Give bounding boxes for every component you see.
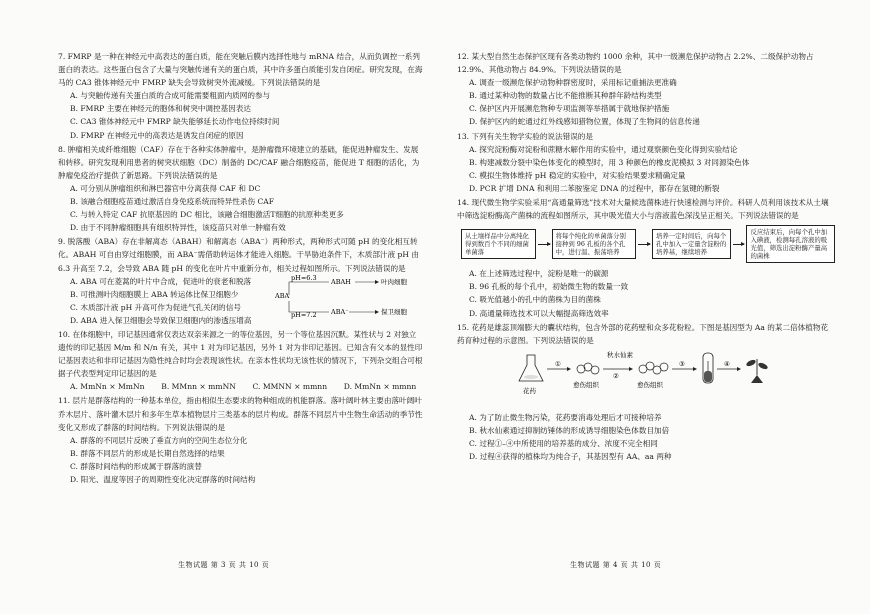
option-a: A. ABA 可在菱蒿的叶片中合成，促进叶的衰老和脱落: [70, 276, 252, 286]
option-d: D. MmNn × mmnn: [343, 382, 417, 392]
question-7: [58, 50, 423, 142]
aba-distribution-figure: [273, 271, 423, 323]
aba-label: ABA: [275, 291, 290, 300]
guard-cell-label: 保卫细胞: [381, 307, 407, 316]
anther-label: 花药: [523, 386, 536, 395]
colchicine-label: 秋水仙素: [607, 350, 633, 359]
question-stem: 15. 花药是雄蕊顶端膨大的囊状结构，包含外部的花药壁和众多花粉粒。下图是基因型为 Aa 的某二倍体植物花药育种过程的示意图。下列说法错误的是: [457, 322, 829, 345]
step-4-label: ④: [724, 359, 730, 368]
option-d: D. ABA 进入保卫细胞会导致保卫细胞内的渗透压增高: [70, 315, 252, 325]
option-d: D. PCR 扩增 DNA 和利用二苯胺鉴定 DNA 的过程中，都存在氢键的断裂: [469, 183, 720, 193]
flow-step-4: 反应结束后，向每个孔中加入碘液，检测每孔溶液的吸光值，筛选出淀粉酶产量高的菌株: [746, 225, 835, 263]
flow-step-3: 培养一定时间后，向每个孔中加入一定量含淀粉的培养基，继续培养: [652, 229, 731, 259]
left-column: [58, 50, 423, 487]
page-footer: 生物试题 第 4 页 共 10 页: [570, 561, 662, 569]
option-b: B. 通过某种动物的数量占比不能推断其种群年龄结构类型: [469, 91, 662, 101]
option-a: A. MmNn × MmNn: [70, 382, 145, 392]
question-stem: 11. 层片是群落结构的一种基本单位，指由相似生态要求的物种组成的机能群落。落叶阔叶林主要由落叶阔叶乔木层片、落叶灌木层片和多年生草本植物层片三类基本的层片构成。群落不同层片中生物生命活动的季节性变化又形成了群落的时间结构。下列说法错误的是: [58, 396, 423, 432]
right-column: [457, 50, 835, 464]
option-c: C. 吸光值越小的孔中的菌株为目的菌株: [469, 295, 601, 305]
flow-step-1: 从土壤样品中分离纯化得到数百个不同的细菌单菌落: [461, 229, 536, 259]
question-stem: 10. 在体细胞中，印记基因通常仅表达双亲来源之一的等位基因，另一个等位基因沉默。某性状与 2 对独立遗传的印记基因 M/m 和 N/n 有关，其中 1 对为印记基因，另外 1 对为非印记基因。已知含有父本的显性印记基因表达和非印记基因为隐性纯合时均会表现该性状。在亲本性状均无该性状的情况下，下列杂交组合可根据子代表型判定印记基因的是: [58, 329, 423, 379]
option-d: D. 过程④获得的植株均为纯合子，其基因型有 AA、aa 两种: [469, 452, 672, 462]
option-c: C. 保护区内开展濒危物种专项监测等举措属于就地保护措施: [469, 104, 670, 114]
question-stem: 9. 脱落酸（ABA）存在非解离态（ABAH）和解离态（ABA⁻）两种形式，两种形式可随 pH 的变化相互转化。ABAH 可自由穿过细胞膜，而 ABA⁻需借助转运体才能进入细胞。干旱胁迫条件下，木质部汁液 pH 由 6.3 升高至 7.2，会导致 ABA 随 pH 的变化在叶片中重新分布，相关过程如图所示。下列说法错误的是: [58, 237, 420, 273]
option-a: A. 为了防止微生物污染，花药要消毒处理后才可接种培养: [469, 412, 662, 422]
option-a: A. 在上述筛选过程中，淀粉是唯一的碳源: [469, 269, 609, 279]
question-stem: 13. 下列有关生物学实验的说法错误的是: [457, 131, 593, 141]
callus-icon: [577, 363, 599, 374]
option-c: C. MMNN × mmnn: [252, 382, 328, 392]
option-c: C. 过程①–④中所使用的培养基的成分、浓度不完全相同: [469, 438, 658, 448]
option-a: A. 探究淀粉酶对淀粉和蔗糖水解作用的实验中，通过观察颜色变化得到实验结论: [469, 144, 738, 154]
step-3-label: ③: [679, 359, 685, 368]
question-15: [457, 321, 835, 464]
page-right: [435, 0, 870, 614]
arrow-right-icon: [733, 244, 745, 245]
option-c: C. CA3 锥体神经元中 FMRP 缺失能够延长动作电位持续时间: [70, 117, 280, 127]
question-stem: 8. 肿瘤相关成纤维细胞（CAF）存在于各种实体肿瘤中，是肿瘤微环境建立的基础，能促进肿瘤发生、发展和转移。研究发现利用患者的树突状细胞（DC）制备的 DC/CAF 融合细胞疫苗，能促进 T 细胞的活化，为肿瘤免疫治疗提供了新思路。下列说法错误的是: [58, 144, 420, 180]
callus-label-2: 愈伤组织: [637, 380, 663, 389]
arrow-right-icon: [638, 244, 650, 245]
mesophyll-cell-label: 叶肉细胞: [381, 277, 407, 286]
option-a: A. 群落的不同层片反映了垂直方向的空间生态位分化: [70, 435, 248, 445]
option-c: C. 木质部汁液 pH 升高可作为促进气孔关闭的信号: [70, 302, 241, 312]
option-b: B. 可推测叶肉细胞膜上 ABA 转运体比保卫细胞少: [70, 289, 239, 299]
aba-ion-label: ABA⁻: [331, 307, 349, 316]
option-c: C. 与转入特定 CAF 抗原基因的 DC 相比，该融合细胞激活T细胞的抗原种类更多: [70, 210, 344, 220]
option-b: B. FMRP 主要在神经元的胞体和树突中调控基因表达: [70, 104, 251, 114]
test-tube-icon: [703, 353, 713, 383]
callus-label-1: 愈伤组织: [573, 380, 599, 389]
question-stem: 7. FMRP 是一种在神经元中高表达的蛋白质，能在突触后膜内选择性地与 mRNA 结合，从而负调控一系列蛋白的表达。这些蛋白包含了大量与突触传递有关的蛋白质，其中许多蛋白质能引发自闭症。研究发现，在海马的 CA3 锥体神经元中 FMRP 缺失会导致树突外流减缓。下列说法错误的是: [58, 52, 423, 88]
flow-step-2: 将每个纯化的单菌落分别接种到 96 孔板的各个孔中，进行温、振荡培养: [552, 229, 637, 259]
question-13: [457, 130, 835, 195]
option-b: B. 该融合细胞疫苗通过激活自身免疫系统而特异性杀伤 CAF: [70, 197, 275, 207]
option-b: B. 秋水仙素通过抑制纺锤体的形成诱导细胞染色体数目加倍: [469, 425, 670, 435]
question-10: [58, 328, 423, 393]
page-footer: 生物试题 第 3 页 共 10 页: [178, 561, 270, 569]
option-c: C. 群落时间结构的形成属于群落的演替: [70, 461, 202, 471]
question-stem: 12. 某大型自然生态保护区现有各类动物约 1000 余种，其中一级濒危保护动物占 2.2%、二级保护动物占 12.9%、其他动物占 84.9%。下列说法错误的是: [457, 52, 814, 75]
option-d: D. 阳光、温度等因子的周期性变化决定群落的时间结构: [70, 475, 256, 484]
option-c: C. 模拟生物体维持 pH 稳定的实验中，对实验结果要求精确定量: [469, 170, 686, 180]
option-a: A. 与突触传递有关蛋白质的合成可能需要粗面内质网的参与: [70, 91, 271, 101]
arrow-right-icon: [538, 244, 550, 245]
flask-icon: [519, 355, 543, 381]
option-a: A. 调查一级濒危保护动物种群密度时，采用标记重捕法更准确: [469, 78, 677, 88]
question-12: [457, 50, 835, 129]
abah-label: ABAH: [331, 277, 351, 286]
option-d: D. 保护区内的蛇通过红外线感知猎物位置，体现了生物间的信息传递: [469, 117, 700, 127]
question-8: [58, 143, 423, 235]
ph-6-3-label: pH=6.3: [291, 273, 317, 282]
option-b: B. MMnn × mmNN: [161, 382, 236, 392]
question-9: [58, 235, 423, 327]
callus-icon: [639, 362, 668, 374]
option-b: B. 96 孔板的每个孔中，初始微生物的数量一致: [469, 282, 629, 292]
question-stem: 14. 现代微生物学实验采用“高通量筛选”技术对大量候选菌株进行快速检测与评价。科研人员利用该技术从土壤中筛选淀粉酶高产菌株的流程如图所示，其中吸光值大小与溶液蓝色深浅呈正相关。下列说法错误的是: [457, 198, 829, 221]
screening-flowchart: [461, 225, 835, 263]
option-a: A. 可分别从肿瘤组织和淋巴器官中分离获得 CAF 和 DC: [70, 183, 261, 193]
step-1-label: ①: [555, 359, 561, 368]
option-b: B. 群落不同层片的形成是长期自然选择的结果: [70, 448, 225, 458]
plant-icon: [745, 358, 768, 382]
option-d: D. 由于不同肿瘤细胞具有组织特异性，该疫苗只对单一肿瘤有效: [70, 223, 286, 233]
step-2-label: ②: [613, 371, 619, 380]
anther-breeding-figure: [457, 349, 835, 409]
ph-7-2-label: pH=7.2: [291, 310, 317, 319]
option-d: D. 高通量筛选技术可以大幅提高筛选效率: [469, 308, 609, 318]
option-b: B. 构建减数分裂中染色体变化的模型时，用 3 种颜色的橡皮泥模拟 3 对同源染色体: [469, 157, 750, 167]
question-11: [58, 394, 423, 486]
option-d: D. FMRP 在神经元中的高表达是诱发自闭症的原因: [70, 130, 244, 140]
question-14: [457, 196, 835, 320]
